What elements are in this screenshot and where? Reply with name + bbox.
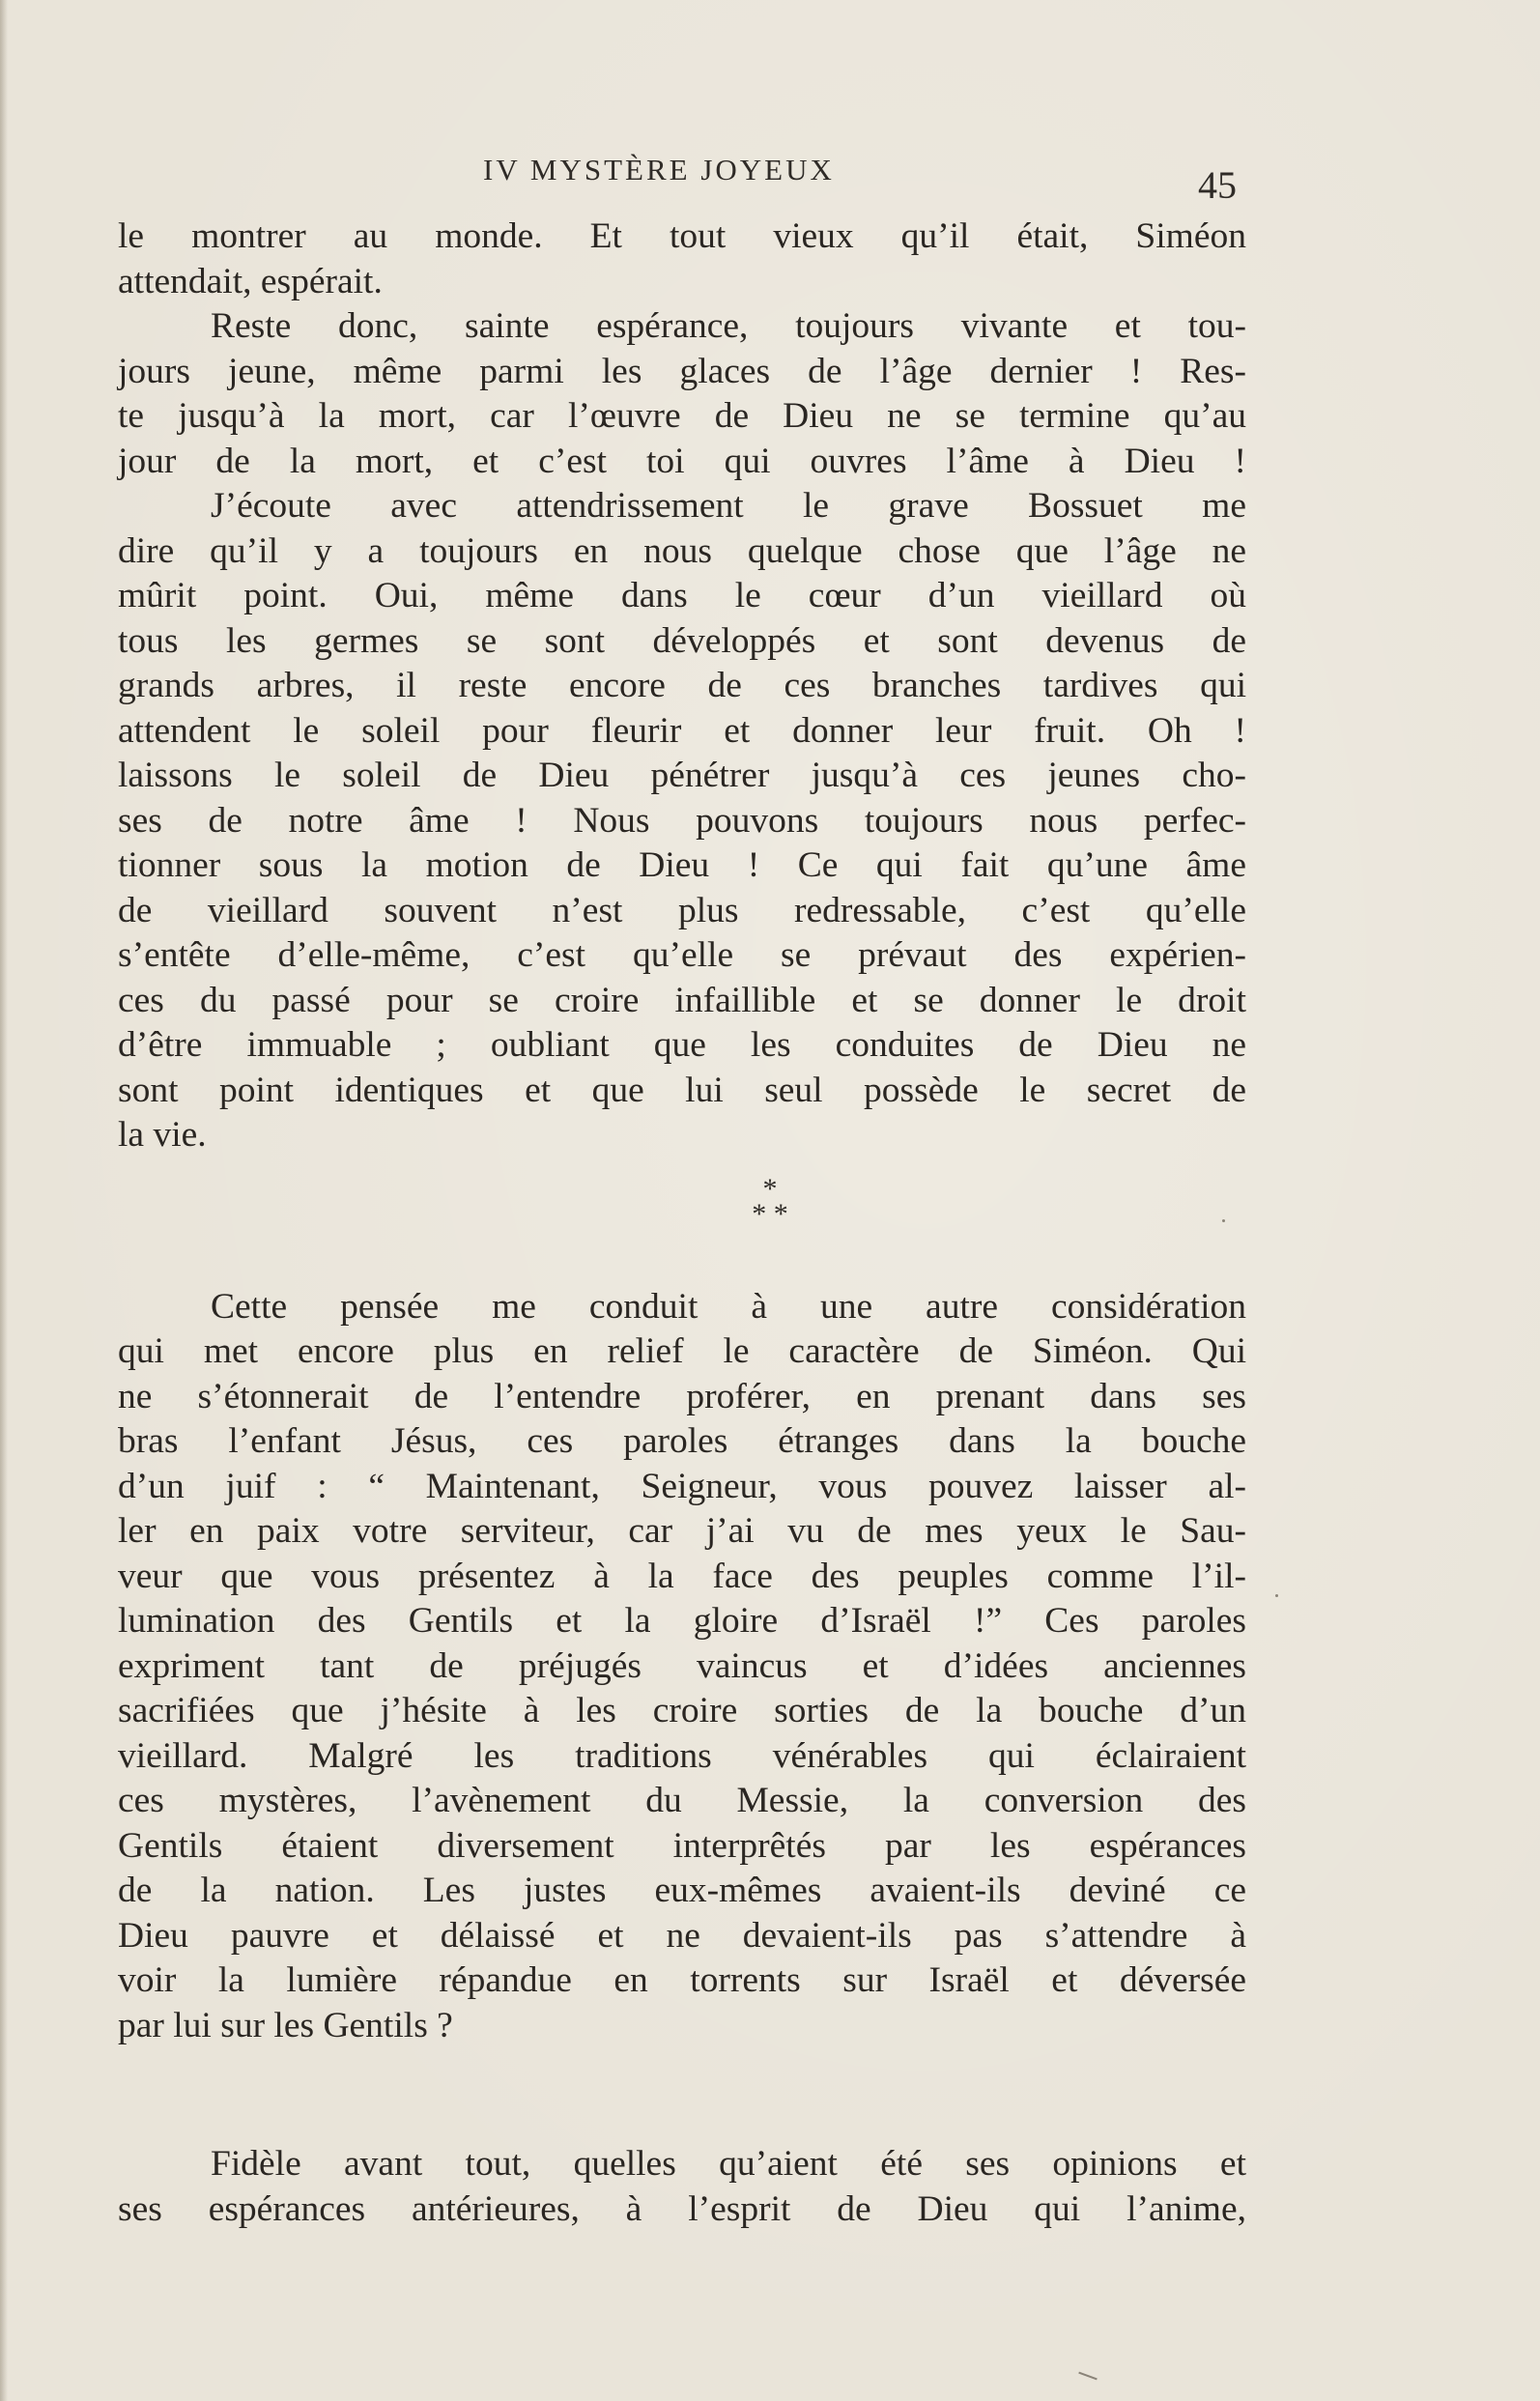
text-line: ne s’étonnerait de l’entendre proférer, en prenant dans ses: [118, 1376, 1246, 1416]
body-text-section-one: [118, 214, 1246, 1158]
text-line: s’entête d’elle-même, c’est qu’elle se prévaut des expérien-: [118, 935, 1246, 975]
text-line: ses espérances antérieures, à l’esprit de Dieu qui l’anime,: [118, 2188, 1246, 2229]
text-line: vieillard. Malgré les traditions vénérables qui éclairaient: [118, 1735, 1246, 1776]
text-line: voir la lumière répandue en torrents sur Israël et déversée: [118, 1960, 1246, 2000]
paragraph-1: [118, 214, 1246, 304]
text-line: Cette pensée me conduit à une autre considération: [211, 1286, 1246, 1327]
text-line: Gentils étaient diversement interprêtés par les espérances: [118, 1825, 1246, 1866]
text-line: ces mystères, l’avènement du Messie, la conversion des: [118, 1781, 1246, 1820]
paragraph-2: [118, 304, 1246, 484]
text-line: dire qu’il y a toujours en nous quelque chose que l’âge ne: [118, 530, 1246, 571]
text-line: attendait, espérait.: [118, 261, 383, 301]
text-line: par lui sur les Gentils ?: [118, 2005, 453, 2045]
text-line: Reste donc, sainte espérance, toujours vivante et tou-: [211, 306, 1246, 346]
text-line: sacrifiées que j’hésite à les croire sorties de la bouche d’un: [118, 1691, 1246, 1730]
body-text-section-two: [118, 1248, 1246, 2269]
text-line: ses de notre âme ! Nous pouvons toujours nous perfec-: [118, 800, 1246, 841]
text-line: grands arbres, il reste encore de ces branches tardives qui: [118, 666, 1246, 705]
paper-speck: [1275, 1594, 1278, 1597]
text-line: jours jeune, même parmi les glaces de l’âge dernier ! Res-: [118, 351, 1246, 391]
paragraph-3: [118, 484, 1246, 1158]
paragraph-4: [118, 1285, 1246, 2049]
text-line: attendent le soleil pour fleurir et donner leur fruit. Oh !: [118, 710, 1246, 751]
text-line: ler en paix votre serviteur, car j’ai vu de mes yeux le Sau-: [118, 1511, 1246, 1551]
text-line: de vieillard souvent n’est plus redressable, c’est qu’elle: [118, 890, 1246, 930]
asterism-top: *: [762, 1173, 778, 1205]
text-line: sont point identiques et que lui seul possède le secret de: [118, 1070, 1246, 1110]
text-line: tous les germes se sont développés et sont devenus de: [118, 620, 1246, 661]
text-line: Fidèle avant tout, quelles qu’aient été ses opinions et: [211, 2144, 1246, 2184]
text-line: jour de la mort, et c’est toi qui ouvres l’âme à Dieu !: [118, 441, 1246, 481]
paper-speck: [1222, 1219, 1225, 1222]
section-break-asterism: [0, 1173, 1540, 1230]
text-line: d’être immuable ; oubliant que les conduites de Dieu ne: [118, 1025, 1246, 1065]
text-line: de la nation. Les justes eux-mêmes avaient-ils deviné ce: [118, 1871, 1246, 1910]
text-line: le montrer au monde. Et tout vieux qu’il était, Siméon: [118, 216, 1246, 256]
text-line: expriment tant de préjugés vaincus et d’idées anciennes: [118, 1645, 1246, 1686]
paragraph-gap: [118, 2085, 1246, 2106]
running-head: IV MYSTÈRE JOYEUX: [483, 153, 835, 186]
text-line: qui met encore plus en relief le caractère de Siméon. Qui: [118, 1331, 1246, 1371]
text-line: laissons le soleil de Dieu pénétrer jusqu’à ces jeunes cho-: [118, 756, 1246, 795]
text-line: J’écoute avec attendrissement le grave Bossuet me: [211, 486, 1246, 526]
asterism-bottom: * *: [752, 1198, 788, 1230]
paper-speck: [1078, 2372, 1097, 2381]
text-line: d’un juif : “ Maintenant, Seigneur, vous pouvez laisser al-: [118, 1466, 1246, 1506]
text-line: ces du passé pour se croire infaillible et se donner le droit: [118, 980, 1246, 1020]
text-line: te jusqu’à la mort, car l’œuvre de Dieu ne se termine qu’au: [118, 396, 1246, 436]
text-line: mûrit point. Oui, même dans le cœur d’un vieillard où: [118, 576, 1246, 615]
text-line: Dieu pauvre et délaissé et ne devaient-ils pas s’attendre à: [118, 1915, 1246, 1956]
text-line: tionner sous la motion de Dieu ! Ce qui fait qu’une âme: [118, 845, 1246, 885]
text-line: veur que vous présentez à la face des peuples comme l’il-: [118, 1556, 1246, 1596]
page-number: 45: [1198, 163, 1237, 207]
paragraph-5: [118, 2142, 1246, 2232]
text-line: lumination des Gentils et la gloire d’Israël !” Ces paroles: [118, 1601, 1246, 1641]
text-line: la vie.: [118, 1115, 207, 1155]
text-line: bras l’enfant Jésus, ces paroles étranges dans la bouche: [118, 1421, 1246, 1461]
